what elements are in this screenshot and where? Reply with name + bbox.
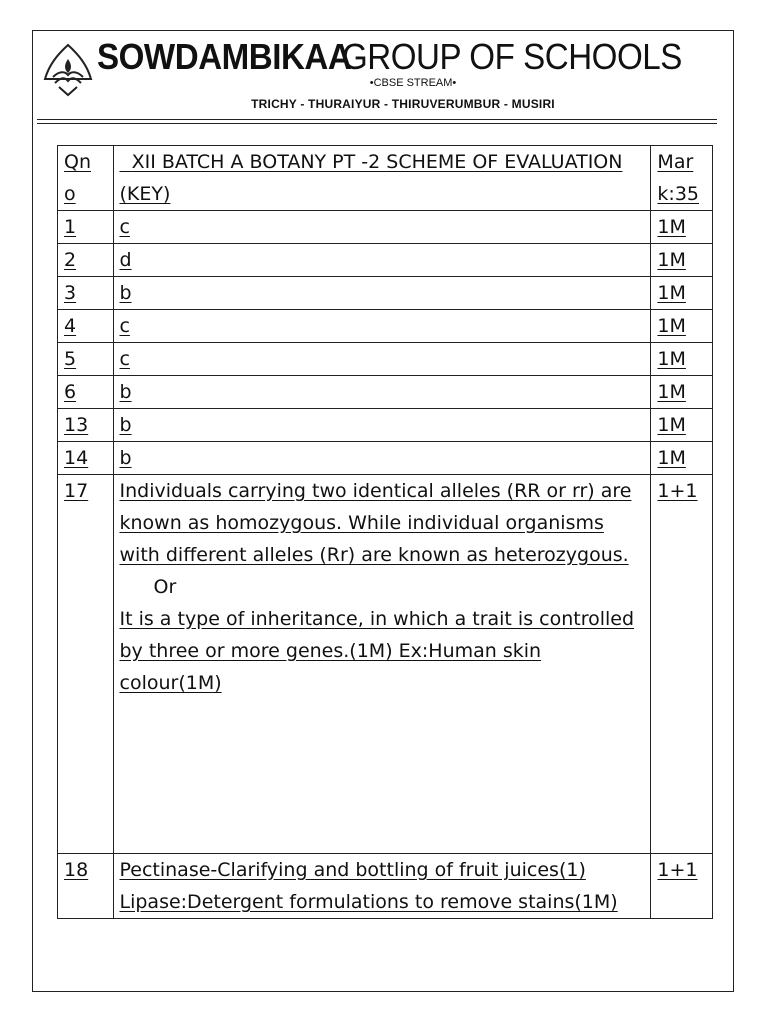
table-row-q18 [58, 854, 713, 919]
row-answer: c [113, 310, 651, 343]
table-row [58, 376, 713, 409]
q18-mark: 1+1 [651, 854, 713, 919]
table-row [58, 277, 713, 310]
row-mark: 1M [651, 277, 713, 310]
table-title [113, 146, 651, 211]
table-row [58, 211, 713, 244]
table-row [58, 244, 713, 277]
header-divider [37, 119, 717, 120]
row-mark: 1M [651, 376, 713, 409]
row-answer: b [113, 442, 651, 475]
q18-answer-line1: Pectinase-Clarifying and bottling of fruit juices(1) [119, 859, 586, 881]
school-header [33, 31, 733, 123]
row-qno: 1 [58, 211, 114, 244]
row-answer: c [113, 211, 651, 244]
row-qno: 3 [58, 277, 114, 310]
row-answer: c [113, 343, 651, 376]
school-name-bold: SOWDAMBIKAA [97, 36, 352, 77]
row-answer: d [113, 244, 651, 277]
row-qno: 13 [58, 409, 114, 442]
row-mark: 1M [651, 343, 713, 376]
branches-line: TRICHY - THURAIYUR - THIRUVERUMBUR - MUSIRI [251, 97, 555, 111]
answer-key-table [57, 145, 713, 919]
book-flame-logo-icon [39, 41, 97, 99]
q18-answer-line2: Lipase:Detergent formulations to remove stains(1M) [119, 891, 618, 913]
school-name-rest: GROUP OF SCHOOLS [342, 36, 682, 77]
q17-or: Or [153, 576, 177, 598]
row-qno: 6 [58, 376, 114, 409]
mark-header: Mar k:35 [651, 146, 713, 211]
q17-answer-line1: Individuals carrying two identical alleles (RR or rr) are known as homozygous. While individual organisms with different alleles (Rr) are known as heterozygous. [119, 480, 632, 566]
table-row [58, 343, 713, 376]
table-header-row [58, 146, 713, 211]
stream-label: •CBSE STREAM• [369, 77, 457, 89]
school-name [97, 36, 682, 77]
table-row [58, 310, 713, 343]
page-frame [32, 30, 734, 992]
q17-qno: 17 [58, 475, 114, 854]
q17-answer-line2: It is a type of inheritance, in which a trait is controlled by three or more genes.(1M) Ex:Human skin colour(1M) [119, 608, 635, 694]
q17-mark: 1+1 [651, 475, 713, 854]
row-mark: 1M [651, 442, 713, 475]
q18-answer [113, 854, 651, 919]
table-row-q17 [58, 475, 713, 854]
row-mark: 1M [651, 244, 713, 277]
row-qno: 2 [58, 244, 114, 277]
q17-answer [113, 475, 651, 854]
q18-qno: 18 [58, 854, 114, 919]
table-row [58, 442, 713, 475]
row-mark: 1M [651, 310, 713, 343]
row-qno: 14 [58, 442, 114, 475]
row-answer: b [113, 376, 651, 409]
row-answer: b [113, 409, 651, 442]
header-divider-thin [37, 123, 717, 124]
qno-header: Qn o [58, 146, 114, 211]
row-qno: 5 [58, 343, 114, 376]
row-mark: 1M [651, 409, 713, 442]
row-answer: b [113, 277, 651, 310]
table-row [58, 409, 713, 442]
row-mark: 1M [651, 211, 713, 244]
row-qno: 4 [58, 310, 114, 343]
table-title-text: XII BATCH A BOTANY PT -2 SCHEME OF EVALUATION (KEY) [119, 151, 623, 205]
